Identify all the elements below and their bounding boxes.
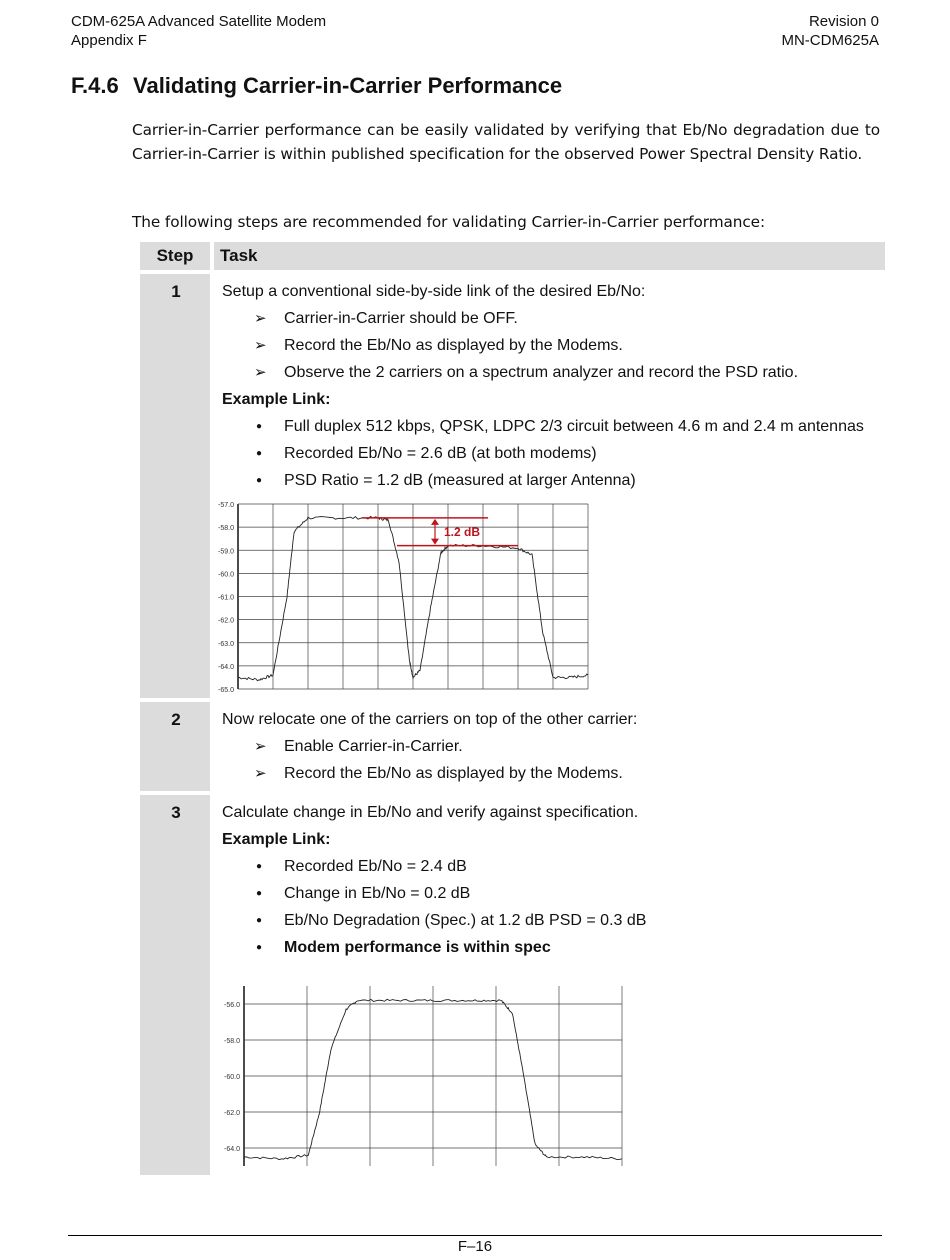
page-header-left	[71, 12, 326, 50]
step-number: 3	[140, 795, 210, 1175]
y-tick-label: -59.0	[218, 548, 234, 556]
table-row	[140, 795, 885, 1175]
y-tick-label: -63.0	[218, 640, 234, 648]
step-number: 1	[140, 274, 210, 698]
list-item: ➢ Carrier-in-Carrier should be OFF.	[222, 305, 879, 332]
column-header-task: Task	[214, 242, 885, 270]
list-item: ● Eb/No Degradation (Spec.) at 1.2 dB PSD = 0.3 dB	[222, 907, 879, 934]
section-number: F.4.6	[71, 73, 119, 98]
example-heading: Example Link:	[222, 391, 331, 408]
y-tick-label: -65.0	[218, 687, 234, 694]
y-tick-label: -57.0	[218, 502, 234, 509]
validation-steps-table	[136, 238, 889, 1179]
table-row	[140, 702, 885, 791]
list-item: ● PSD Ratio = 1.2 dB (measured at larger Antenna)	[222, 467, 879, 494]
annotation-arrowhead-up	[431, 519, 439, 525]
table-header-row	[140, 242, 885, 270]
list-item: ● Full duplex 512 kbps, QPSK, LDPC 2/3 circuit between 4.6 m and 2.4 m antennas	[222, 413, 879, 440]
y-tick-label: -61.0	[218, 594, 234, 602]
header-product-title: CDM-625A Advanced Satellite Modem	[71, 13, 327, 30]
task-cell	[214, 702, 885, 791]
list-item: ➢ Record the Eb/No as displayed by the Modems.	[222, 332, 879, 359]
bullet-list	[222, 853, 879, 961]
spectrum-chart-carrier-in-carrier	[222, 981, 642, 1171]
header-revision: Revision 0	[808, 13, 879, 30]
footer-divider	[68, 1235, 882, 1236]
intro-paragraph: Carrier-in-Carrier performance can be easily validated by verifying that Eb/No degradation due to Carrier-in-Carrier is within published specification for the observed Power Spectral Density Ratio.	[132, 121, 880, 163]
page-number: F–16	[457, 1238, 493, 1255]
y-tick-label: -62.0	[218, 617, 234, 625]
list-item: ➢ Observe the 2 carriers on a spectrum analyzer and record the PSD ratio.	[222, 359, 879, 386]
step-number: 2	[140, 702, 210, 791]
annotation-arrowhead-down	[431, 539, 439, 545]
y-tick-label: -62.0	[224, 1110, 240, 1117]
y-tick-label: -60.0	[218, 571, 234, 579]
table-row	[140, 274, 885, 698]
spectrum-chart-side-by-side	[218, 494, 602, 694]
example-heading: Example Link:	[222, 831, 331, 848]
steps-intro-paragraph: The following steps are recommended for validating Carrier-in-Carrier performance:	[132, 213, 766, 231]
list-item: ● Recorded Eb/No = 2.4 dB	[222, 853, 879, 880]
y-tick-label: -58.0	[224, 1038, 240, 1045]
list-item: ● Recorded Eb/No = 2.6 dB (at both modems)	[222, 440, 879, 467]
task-lead: Now relocate one of the carriers on top of the other carrier:	[222, 711, 638, 728]
list-item-conclusion: ● Modem performance is within spec	[222, 934, 879, 961]
task-lead: Calculate change in Eb/No and verify against specification.	[222, 804, 639, 821]
section-heading	[71, 73, 562, 99]
page-header-right	[781, 12, 879, 50]
arrow-list	[222, 305, 879, 386]
y-tick-label: -58.0	[218, 525, 234, 533]
bullet-list	[222, 413, 879, 494]
annotation-label: 1.2 dB	[444, 524, 481, 539]
y-tick-label: -64.0	[218, 663, 234, 671]
header-appendix: Appendix F	[71, 32, 147, 49]
task-cell	[214, 274, 885, 698]
y-tick-label: -64.0	[224, 1146, 240, 1153]
task-cell	[214, 795, 885, 1175]
section-title: Validating Carrier-in-Carrier Performance	[133, 73, 563, 98]
y-tick-label: -56.0	[224, 1002, 240, 1009]
list-item: ➢ Record the Eb/No as displayed by the Modems.	[222, 760, 879, 787]
arrow-list	[222, 733, 879, 787]
list-item: ● Change in Eb/No = 0.2 dB	[222, 880, 879, 907]
header-document-number: MN-CDM625A	[781, 32, 879, 49]
task-lead: Setup a conventional side-by-side link of the desired Eb/No:	[222, 283, 646, 300]
y-tick-label: -60.0	[224, 1074, 240, 1081]
column-header-step: Step	[140, 242, 210, 270]
list-item: ➢ Enable Carrier-in-Carrier.	[222, 733, 879, 760]
